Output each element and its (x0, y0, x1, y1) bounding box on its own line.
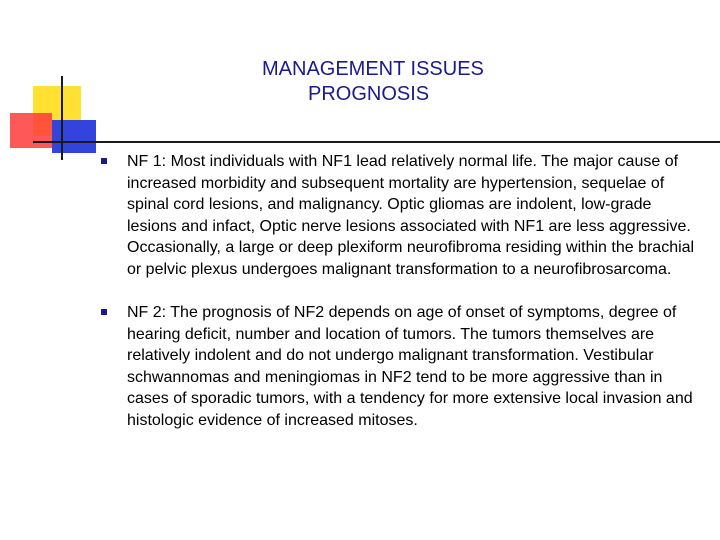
bullet-item-nf2 (96, 302, 696, 431)
bullet-item-nf1 (96, 151, 696, 280)
vertical-line-decoration (61, 76, 63, 160)
slide-title (140, 57, 620, 107)
title-line-prognosis: PROGNOSIS (308, 83, 430, 105)
blue-square-decoration (52, 120, 96, 153)
square-bullet-icon (101, 158, 107, 164)
horizontal-rule (33, 141, 720, 143)
title-line-management-issues: MANAGEMENT ISSUES (262, 58, 484, 80)
bullet-text-nf1: NF 1: Most individuals with NF1 lead relatively normal life. The major cause of increased morbidity and subsequent mortality are hypertension, sequelae of spinal cord lesions, and malignancy. Optic gliomas are indolent, low-grade lesions and infact, Optic nerve lesions associated with NF1 are less aggressive. Occasionally, a large or deep plexiform neurofibroma residing within the brachial or pelvic plexus undergoes malignant transformation to a neurofibrosarcoma. (127, 153, 695, 278)
bullet-list (96, 151, 696, 453)
bullet-text-nf2: NF 2: The prognosis of NF2 depends on age of onset of symptoms, degree of hearing deficit, number and location of tumors. The tumors themselves are relatively indolent and do not undergo malignant transformation. Vestibular schwannomas and meningiomas in NF2 tend to be more aggressive than in cases of sporadic tumors, with a tendency for more extensive local invasion and histologic evidence of increased mitoses. (127, 304, 693, 429)
square-bullet-icon (101, 309, 107, 315)
